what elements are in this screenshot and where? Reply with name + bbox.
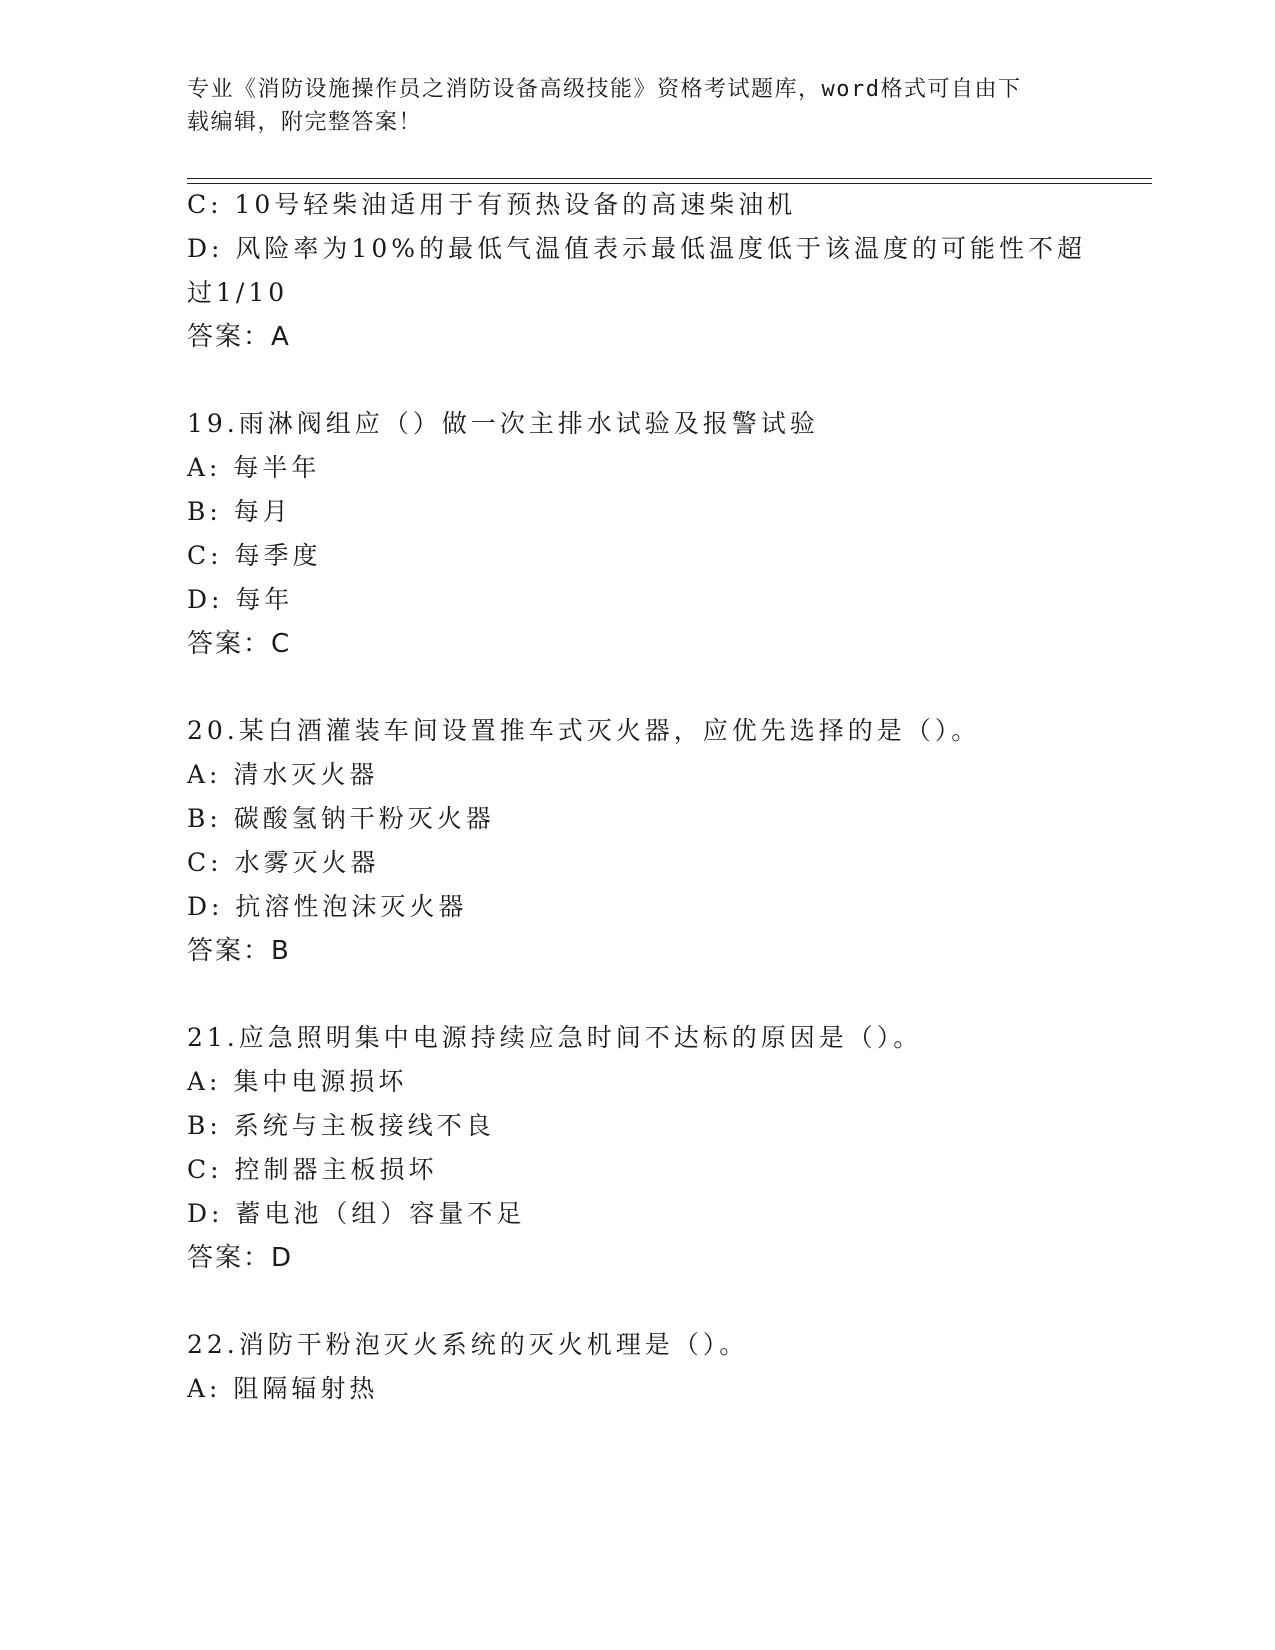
- header-divider-bottom: [187, 183, 1152, 184]
- q22-option-a: A: 阻隔辐射热: [187, 1374, 379, 1403]
- q21-option-d: D: 蓄电池（组）容量不足: [187, 1199, 526, 1228]
- q21-answer: 答案：D: [187, 1243, 294, 1273]
- q21-question: 21.应急照明集中电源持续应急时间不达标的原因是（）。: [187, 1023, 923, 1052]
- q20-answer: 答案：B: [187, 936, 291, 966]
- header-line-1: 专业《消防设施操作员之消防设备高级技能》资格考试题库，word格式可自由下: [187, 77, 1022, 102]
- q19-option-a: A: 每半年: [187, 453, 321, 482]
- q19-question: 19.雨淋阀组应（）做一次主排水试验及报警试验: [187, 409, 819, 438]
- q20-question: 20.某白酒灌装车间设置推车式灭火器，应优先选择的是（）。: [187, 716, 981, 745]
- header-line-2: 载编辑，附完整答案！: [187, 110, 423, 135]
- q22-question: 22.消防干粉泡灭火系统的灭火机理是（）。: [187, 1330, 749, 1359]
- q19-answer: 答案：C: [187, 629, 292, 659]
- q18-option-d-line1: D: 风险率为10%的最低气温值表示最低温度低于该温度的可能性不超: [187, 234, 1086, 263]
- q20-option-c: C: 水雾灭火器: [187, 848, 380, 877]
- q19-option-b: B: 每月: [187, 497, 292, 526]
- q18-option-c: C: 10号轻柴油适用于有预热设备的高速柴油机: [187, 190, 797, 219]
- q20-option-d: D: 抗溶性泡沫灭火器: [187, 892, 468, 921]
- q21-option-a: A: 集中电源损坏: [187, 1067, 408, 1096]
- document-header: [187, 73, 1067, 139]
- q20-option-a: A: 清水灭火器: [187, 760, 379, 789]
- q21-option-c: C: 控制器主板损坏: [187, 1155, 438, 1184]
- q20-option-b: B: 碳酸氢钠干粉灭火器: [187, 804, 495, 833]
- q18-answer: 答案：A: [187, 322, 291, 352]
- q21-option-b: B: 系统与主板接线不良: [187, 1111, 495, 1140]
- q19-option-d: D: 每年: [187, 585, 294, 614]
- q19-option-c: C: 每季度: [187, 541, 322, 570]
- q18-option-d-line2: 过1/10: [187, 278, 289, 307]
- header-divider-top: [187, 178, 1152, 179]
